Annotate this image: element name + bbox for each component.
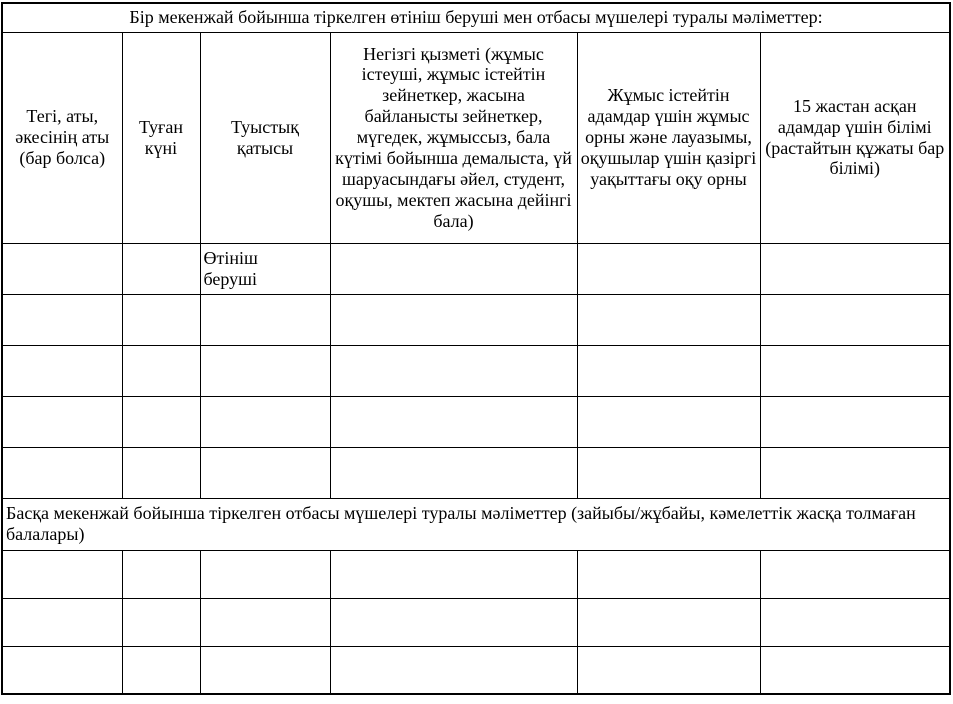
empty-cell xyxy=(577,550,760,598)
empty-cell xyxy=(2,396,122,447)
applicant-kinship-label: Өтініш беруші xyxy=(203,247,258,289)
column-header-education: 15 жастан асқан адамдар үшін білімі (растайтын құжаты бар білімі) xyxy=(760,32,950,243)
empty-cell xyxy=(2,447,122,498)
empty-cell xyxy=(2,294,122,345)
empty-cell xyxy=(760,396,950,447)
empty-cell xyxy=(122,598,200,646)
empty-cell xyxy=(330,598,577,646)
applicant-birth-date-cell xyxy=(122,243,200,294)
empty-cell xyxy=(200,294,330,345)
column-header-birth-date: Туған күні xyxy=(122,32,200,243)
section1-title-row xyxy=(2,3,950,32)
empty-cell xyxy=(200,646,330,694)
applicant-row xyxy=(2,243,950,294)
section1-title: Бір мекенжай бойынша тіркелген өтініш беруші мен отбасы мүшелері туралы мәліметтер: xyxy=(2,3,950,32)
empty-cell xyxy=(122,447,200,498)
other-family-member-row xyxy=(2,598,950,646)
applicant-education-cell xyxy=(760,243,950,294)
applicant-workplace-cell xyxy=(577,243,760,294)
family-member-row xyxy=(2,447,950,498)
empty-cell xyxy=(200,447,330,498)
empty-cell xyxy=(122,345,200,396)
empty-cell xyxy=(330,447,577,498)
section2-title-row xyxy=(2,498,950,550)
empty-cell xyxy=(200,396,330,447)
empty-cell xyxy=(2,345,122,396)
other-family-member-row xyxy=(2,646,950,694)
empty-cell xyxy=(760,646,950,694)
column-header-workplace: Жұмыс істейтін адамдар үшін жұмыс орны және лауазымы, оқушылар үшін қазіргі уақыттағы оқу орны xyxy=(577,32,760,243)
empty-cell xyxy=(330,294,577,345)
section2-title: Басқа мекенжай бойынша тіркелген отбасы мүшелері туралы мәліметтер (зайыбы/жұбайы, кәмелеттік жасқа толмаған балалары) xyxy=(2,498,950,550)
empty-cell xyxy=(577,447,760,498)
column-header-full-name: Тегі, аты, әкесінің аты (бар болса) xyxy=(2,32,122,243)
empty-cell xyxy=(330,550,577,598)
empty-cell xyxy=(330,396,577,447)
family-member-row xyxy=(2,396,950,447)
empty-cell xyxy=(122,646,200,694)
empty-cell xyxy=(200,345,330,396)
empty-cell xyxy=(200,550,330,598)
empty-cell xyxy=(122,550,200,598)
empty-cell xyxy=(122,294,200,345)
column-header-occupation: Негізгі қызметі (жұмыс істеуші, жұмыс істейтін зейнеткер, жасына байланысты зейнеткер, мүгедек, жұмыссыз, бала күтімі бойынша демалыста, үй шаруасындағы әйел, студент, оқушы, мектеп жасына дейінгі бала) xyxy=(330,32,577,243)
empty-cell xyxy=(760,447,950,498)
empty-cell xyxy=(760,294,950,345)
empty-cell xyxy=(200,598,330,646)
empty-cell xyxy=(577,646,760,694)
applicant-full-name-cell xyxy=(2,243,122,294)
empty-cell xyxy=(122,396,200,447)
family-member-row xyxy=(2,345,950,396)
empty-cell xyxy=(760,550,950,598)
family-members-table xyxy=(1,2,951,695)
other-family-member-row xyxy=(2,550,950,598)
empty-cell xyxy=(2,646,122,694)
empty-cell xyxy=(577,345,760,396)
empty-cell xyxy=(577,396,760,447)
family-member-row xyxy=(2,294,950,345)
empty-cell xyxy=(330,345,577,396)
header-row xyxy=(2,32,950,243)
empty-cell xyxy=(2,550,122,598)
column-header-kinship: Туыстық қатысы xyxy=(200,32,330,243)
empty-cell xyxy=(577,598,760,646)
empty-cell xyxy=(330,646,577,694)
empty-cell xyxy=(577,294,760,345)
empty-cell xyxy=(760,598,950,646)
applicant-kinship-cell xyxy=(200,243,330,294)
empty-cell xyxy=(2,598,122,646)
empty-cell xyxy=(760,345,950,396)
applicant-occupation-cell xyxy=(330,243,577,294)
